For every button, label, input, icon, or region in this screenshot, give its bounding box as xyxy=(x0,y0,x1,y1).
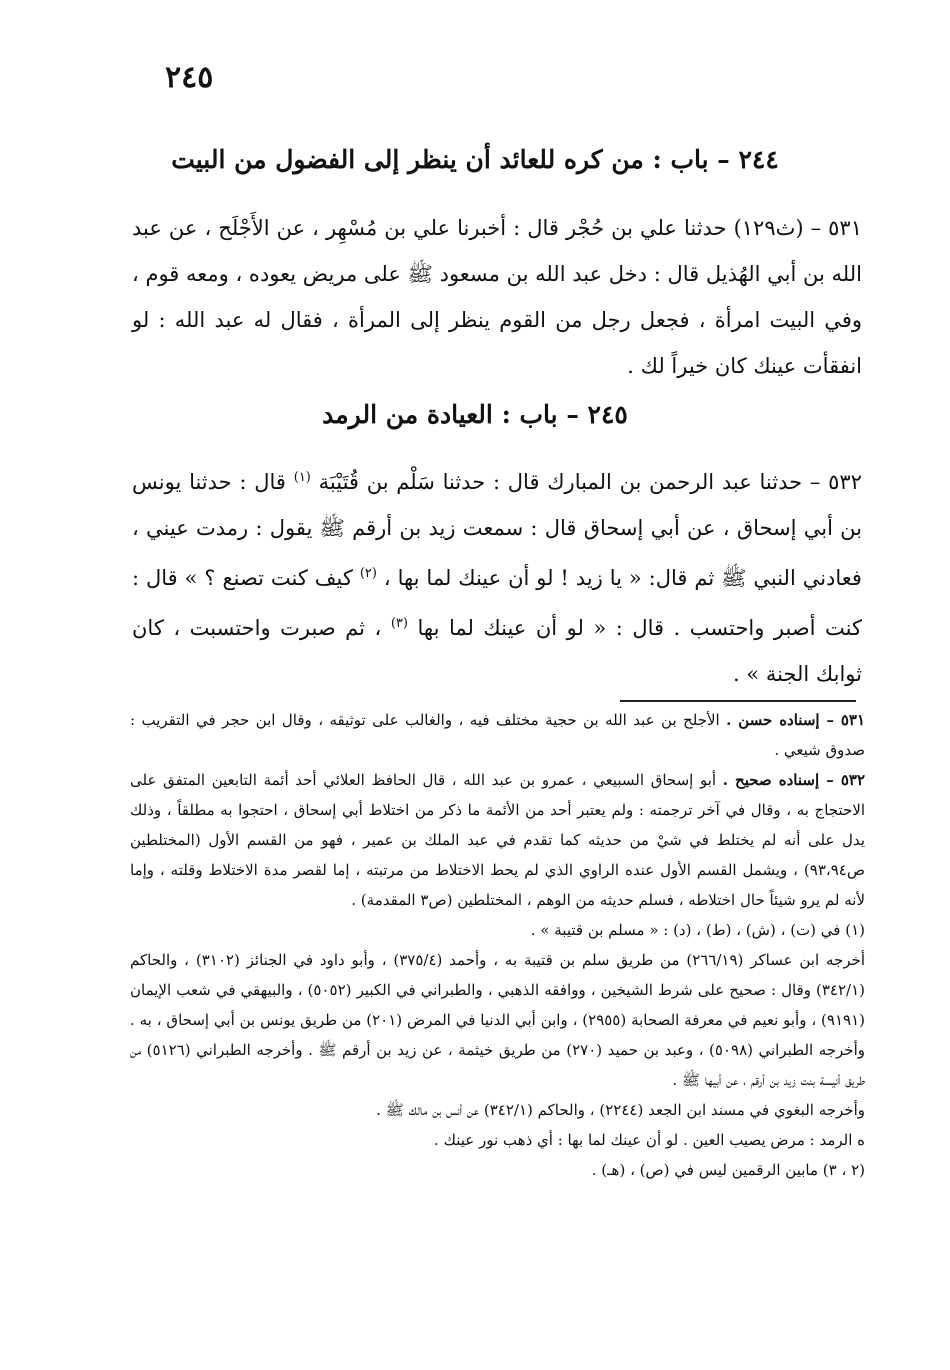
footnote-takhrij: أخرجه ابن عساكر (٢٦٦/١٩) من طريق سلم بن قتيبة به ، وأحمد (٣٧٥/٤) ، وأبو داود في الجنائز (٣١٠٢) ، والحاكم (٣٤٢/١) وقال : صحيح على شرط الشيخين ، ووافقه الذهبي ، والطبراني في الكبير (٥٠٥٢) ، والبيهقي في شعب الإيمان (٩١٩١) ، وأبو نعيم في معرفة الصحابة (٢٩٥٥) ، وابن أبي الدنيا في المرض (٢٠١) من طريق يونس بن أبي إسحاق ، به . وأخرجه الطبراني (٥٠٩٨) ، وعبد بن حميد (٢٧٠) من طريق خيثمة ، عن زيد بن أرقم ﷺ . وأخرجه الطبراني (٥١٢٦) من طريق أنيسة بنت زيد بن أرقم ، عن أبيها ﷺ . xyxy=(130,951,866,1089)
hadith-532-text xyxy=(132,455,862,697)
page-number: ٢٤٥ xyxy=(165,60,214,95)
footnote-ref-1: (١) xyxy=(293,470,311,485)
hadith-532-part-b: قال : حدثنا يونس بن أبي إسحاق ، عن أبي إسحاق قال : سمعت زيد بن أرقم ﷺ يقول : رمدت عيني ، فعادني النبي ﷺ ثم قال: « يا زيد ! لو أن عينك لما بها ، xyxy=(132,470,862,590)
footnote-532 xyxy=(130,765,865,915)
footnote-ref-3: (٣) xyxy=(390,616,408,631)
hadith-532-part-a: ٥٣٢ – حدثنا عبد الرحمن بن المبارك قال : حدثنا سَلْم بن قُتَيْبَة xyxy=(318,470,862,494)
footnote-531-label: ٥٣١ – إسناده حسن . xyxy=(726,711,866,729)
footnote-531-text: الأجلح بن عبد الله بن حجية مختلف فيه ، والغالب على توثيقه ، وقال ابن حجر في التقريب : صدوق شيعي . xyxy=(130,711,865,759)
footnote-ramad-definition: ه الرمد : مرض يصيب العين . لو أن عينك لما بها : أي ذهب نور عينك . xyxy=(434,1131,865,1149)
hadith-532-part-d: ، ثم صبرت واحتسبت ، كان ثوابك الجنة » . xyxy=(132,616,862,686)
footnote-2-3: (٢ ، ٣) مابين الرقمين ليس في (ص) ، (هـ) . xyxy=(591,1161,865,1179)
footnote-1: (١) في (ت) ، (ش) ، (ط) ، (د) : « مسلم بن قتيبة » . xyxy=(530,921,865,939)
footnote-531 xyxy=(130,705,865,765)
hadith-532-part-c: كيف كنت تصنع ؟ » قال : كنت أصبر واحتسب . قال : « لو أن عينك لما بها xyxy=(132,566,862,640)
footnotes-section xyxy=(130,705,865,1185)
footnote-532-label: ٥٣٢ – إسناده صحيح . xyxy=(722,771,865,789)
footnote-532-text: أبو إسحاق السبيعي ، عمرو بن عبد الله ، قال الحافظ العلائي أحد أئمة التابعين المتفق على الاحتجاج به ، وقال في آخر ترجمته : ولم يعتبر أحد من الأئمة ما ذكر من اختلاط أبي إسحاق ، احتجوا به مطلقاً ، وذلك يدل على أنه لم يختلط في شيْ من حديثه كما تقدم في عبد الملك بن عمير ، فهو من القسم الأول (المختلطين ص٩٣،٩٤) ، ويشمل القسم الأول عنده الراوي الذي لم يحط الاختلاط من مرتبته ، إما لقصر مدة الاختلاط وقلته ، وإما لأنه لم يرو شيئاً حال اختلاطه ، فسلم حديثه من الوهم ، المختلطين (ص٣ المقدمة) . xyxy=(130,771,865,909)
footnote-baghawi: وأخرجه البغوي في مسند ابن الجعد (٢٢٤٤) ، والحاكم (٣٤٢/١) عن أنس بن مالك ﷺ . xyxy=(376,1101,865,1119)
footnote-ref-2: (٢) xyxy=(359,566,377,581)
chapter-245-heading: ٢٤٥ – باب : العيادة من الرمد xyxy=(322,400,628,429)
chapter-244-heading: ٢٤٤ – باب : من كره للعائد أن ينظر إلى الفضول من البيت xyxy=(171,145,779,174)
hadith-531-text: ٥٣١ – (ث١٢٩) حدثنا علي بن حُجْر قال : أخبرنا علي بن مُسْهِر ، عن الأَجْلَح ، عن عبد الله بن أبي الهُذيل قال : دخل عبد الله بن مسعود ﷺ على مريض يعوده ، ومعه قوم ، وفي البيت امرأة ، فجعل رجل من القوم ينظر إلى المرأة ، فقال له عبد الله : لو انفقأت عينك كان خيراً لك . xyxy=(132,216,862,378)
footnote-divider xyxy=(620,700,856,702)
